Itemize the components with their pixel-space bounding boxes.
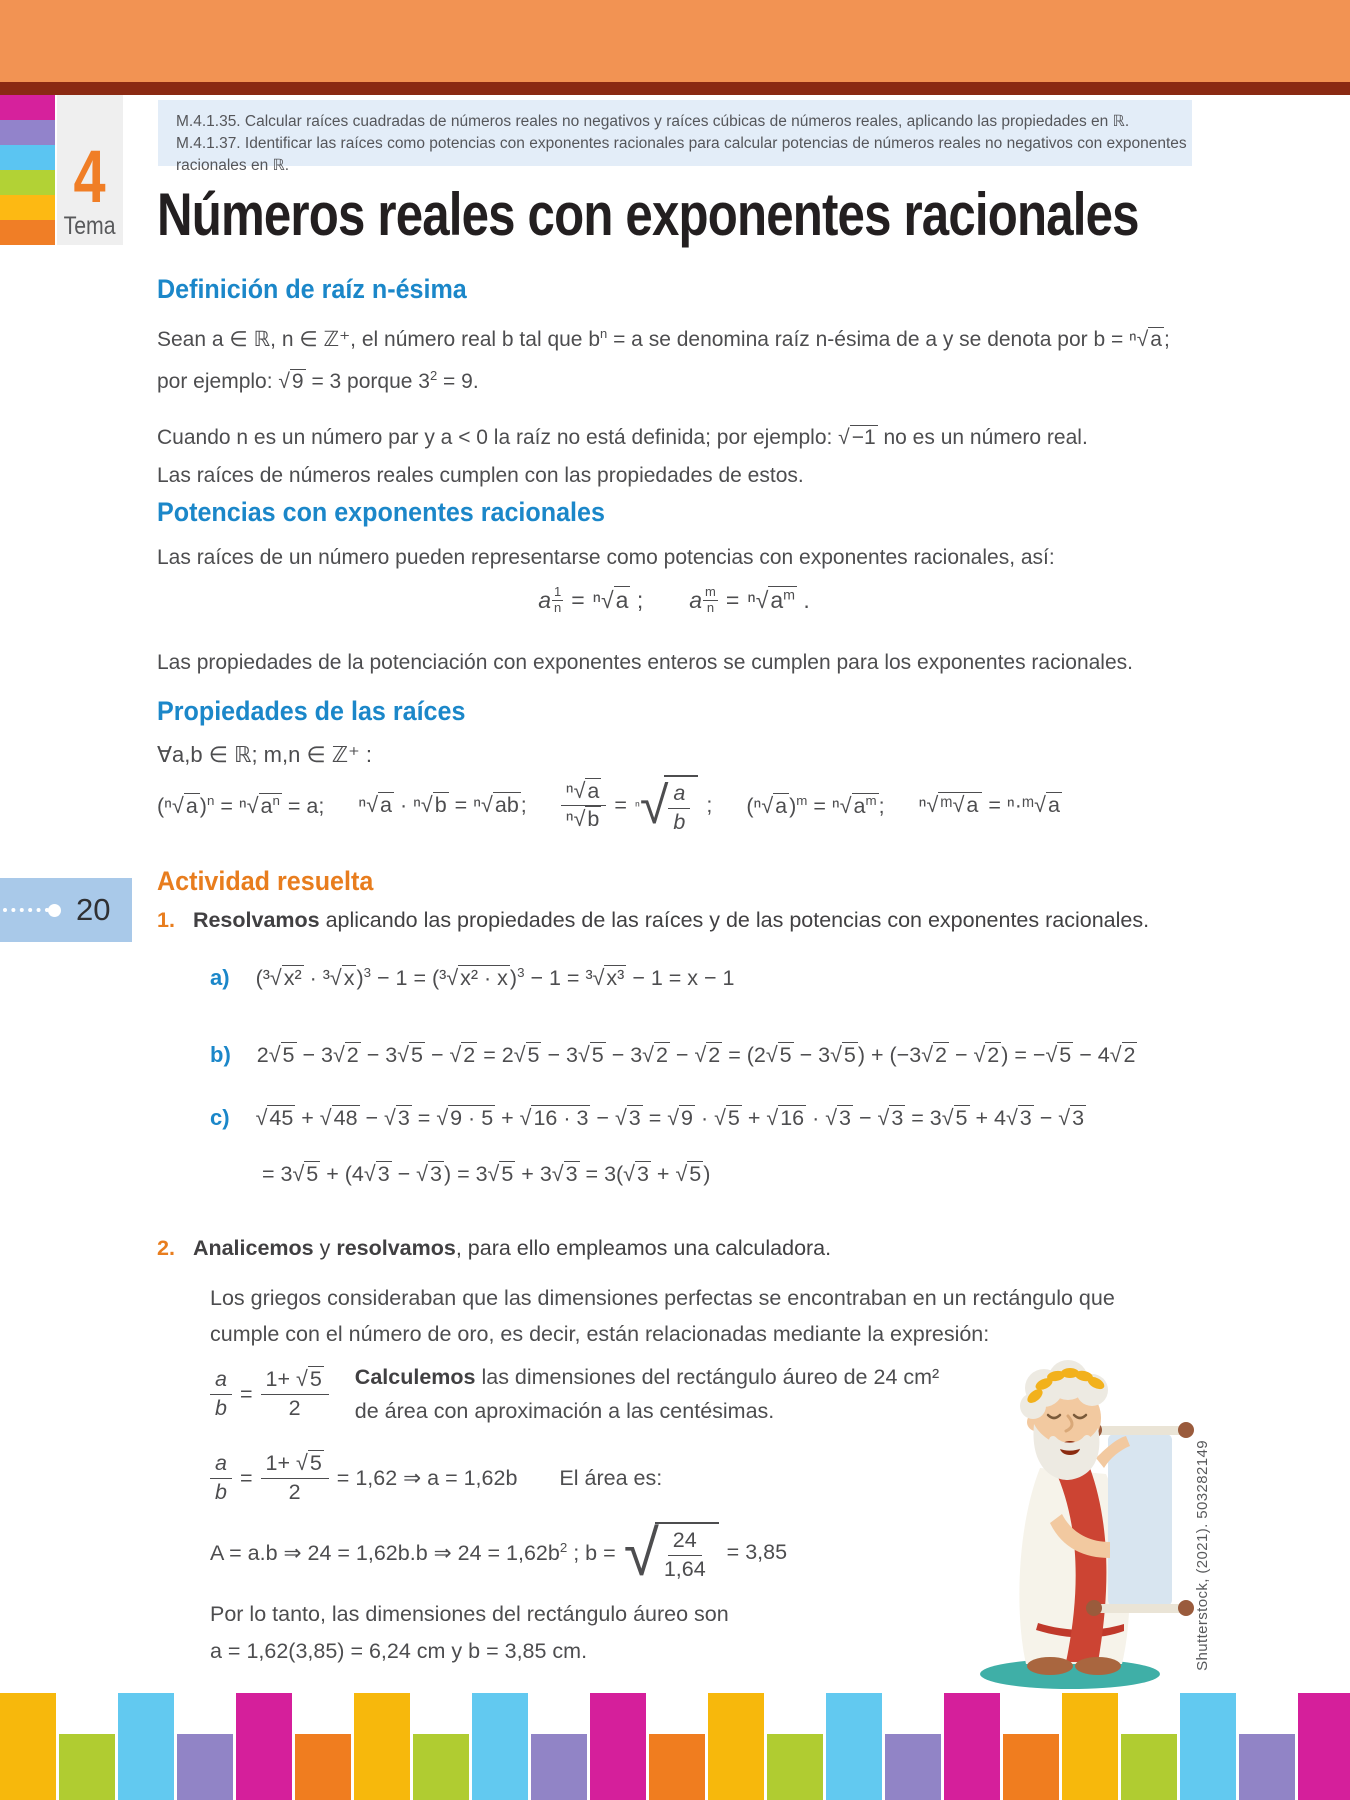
page-number: 20 <box>76 892 111 927</box>
item-1-text <box>193 908 1149 933</box>
heading-actividad: Actividad resuelta <box>157 866 374 896</box>
property-1: $(^n√a)^n = ^n√a^n = a$; <box>157 792 325 819</box>
tema-label: Tema <box>64 212 116 240</box>
dotted-line <box>3 908 49 912</box>
golden-ratio-equation <box>210 1366 329 1423</box>
property-2: ⁿ√a · ⁿ√b = ⁿ√ab; <box>358 793 527 818</box>
item-1-rest: aplicando las propiedades de las raíces y de las potencias con exponentes racionales. <box>319 908 1150 932</box>
paragraph-griegos: Los griegos consideraban que las dimensiones perfectas se encontraban en un rectángulo que cumple con el número de oro, es decir, están relacionadas mediante la expresión: <box>210 1286 1115 1346</box>
item-2-rest: , para ello empleamos una calculadora. <box>455 1236 832 1260</box>
item-2-number: 2. <box>157 1236 175 1260</box>
footer-bar <box>708 1693 764 1800</box>
footer-bar <box>1121 1734 1177 1800</box>
footer-bar <box>118 1693 174 1800</box>
heading-potencias: Potencias con exponentes racionales <box>157 497 605 527</box>
footer-bars <box>0 1693 1350 1800</box>
lhs-den-2: b <box>215 1479 227 1504</box>
footer-bar <box>1003 1734 1059 1800</box>
eq2-tail: = 1,62 ⇒ a = 1,62b <box>336 1465 518 1490</box>
footer-bar <box>649 1734 705 1800</box>
lhs-num-2: a <box>215 1451 227 1475</box>
paragraph-potencias-2: Las propiedades de la potenciación con exponentes enteros se cumplen para los exponentes racionales. <box>157 651 1133 674</box>
footer-bar <box>0 1693 56 1800</box>
item-1-bold: Resolvamos <box>192 908 320 932</box>
top-banner <box>0 0 1350 82</box>
paragraph-definicion-2: Cuando n es un número par y a < 0 la raíz no está definida; por ejemplo: √−1 no es un número real. <box>157 426 1088 449</box>
footer-bar <box>944 1693 1000 1800</box>
property-5: ⁿ√ᵐ√a = ⁿ·ᵐ√a <box>918 793 1060 818</box>
color-square <box>0 120 55 145</box>
exponent-fraction-2: $\frac{m}{n}$ <box>705 584 716 615</box>
lhs-num: a <box>215 1367 227 1391</box>
footer-bar <box>1062 1693 1118 1800</box>
footer-bar <box>590 1693 646 1800</box>
heading-definicion: Definición de raíz n-ésima <box>157 274 467 304</box>
property-3-end: ; <box>706 793 713 818</box>
footer-bar <box>59 1734 115 1800</box>
label-b: b) <box>210 1042 231 1067</box>
formula-pow-1 <box>538 585 643 616</box>
standard-line-1: M.4.1.35. Calcular raíces cuadradas de números reales no negativos y raíces cúbicas de números reales, aplicando las propiedades en ℝ. <box>176 113 1130 130</box>
rhs-num-2: 1+ √5 <box>261 1450 329 1479</box>
color-square <box>0 170 55 195</box>
label-a: a) <box>210 965 230 991</box>
tema-color-strip <box>0 95 55 245</box>
activity-line-c1 <box>210 1105 1086 1131</box>
math-c2: = 3√5 + (4√3 − √3) = 3√5 + 3√3 = 3(√3 + √5) <box>262 1162 711 1186</box>
formula-base-1: a <box>538 586 551 613</box>
footer-bar <box>1239 1734 1295 1800</box>
footer-bar <box>1298 1693 1350 1800</box>
curriculum-standards-box <box>158 100 1192 174</box>
footer-bar <box>531 1734 587 1800</box>
activity-item-2 <box>157 1236 831 1261</box>
formula-pow-2 <box>689 585 810 616</box>
big-radicand <box>655 1522 719 1584</box>
activity-line-c2 <box>262 1162 710 1187</box>
footer-bar <box>413 1734 469 1800</box>
page-number-badge <box>0 878 132 942</box>
philosopher-illustration <box>958 1318 1198 1698</box>
golden-ratio-row <box>210 1360 955 1428</box>
exponent-fraction-1: $\frac{1}{n}$ <box>553 584 562 615</box>
root-index: ⁿ <box>634 798 640 814</box>
radicand-fraction <box>668 780 690 837</box>
formula-root-2: $^n√a^m$ . <box>747 586 810 613</box>
math-a: $(^3√x^2 \cdot ^3√x)^3 - 1 = (^3√x^2 \cdot x)^3 - 1 = ^3√x^3 - 1 = x - 1$ <box>255 965 735 991</box>
rhs-fraction <box>261 1366 329 1423</box>
heading-propiedades: Propiedades de las raíces <box>157 696 466 726</box>
lhs-den: b <box>215 1395 227 1420</box>
paragraph-definicion-1: Sean a ∈ ℝ, n ∈ ℤ⁺, el número real b tal que $b^n = a$ se denomina raíz n-ésima de a y se denota por b = ⁿ√a; por ejemplo: √9 = 3 porque $3^2 = 9$. <box>157 326 1170 393</box>
footer-bar <box>826 1693 882 1800</box>
rational-exponent-formula <box>157 585 1191 616</box>
footer-bar <box>885 1734 941 1800</box>
item-2-mid: y <box>313 1236 337 1260</box>
image-attribution: Shutterstock, (2021). 503282149 <box>1194 1440 1211 1671</box>
calculemos-text <box>355 1360 955 1428</box>
dot-marker <box>48 904 61 917</box>
equals-sign-1: = <box>571 586 585 613</box>
math-b: 2√5 − 3√2 − 3√5 − √2 = 2√5 − 3√5 − 3√2 − √2 = (2√5 − 3√5) + (−3√2 − √2) = −√5 − 4√2 <box>256 1042 1136 1067</box>
item-1-number: 1. <box>157 908 175 932</box>
tema-badge <box>57 95 123 245</box>
rhs-fraction-2 <box>261 1450 329 1507</box>
item-2-bold-2: resolvamos <box>336 1236 456 1260</box>
quantifier-line: ∀a,b ∈ ℝ; m,n ∈ ℤ⁺ : <box>157 742 372 767</box>
calculemos-rest: las dimensiones del rectángulo áureo de 24 cm² de área con aproximación a las centésimas. <box>354 1365 940 1423</box>
footer-bar <box>177 1734 233 1800</box>
standard-line-2: M.4.1.37. Identificar las raíces como potencias con exponentes racionales para calcular potencias de números reales no negativos con exponentes racionales en ℝ. <box>176 135 1187 174</box>
label-c: c) <box>210 1105 230 1130</box>
footer-bar <box>295 1734 351 1800</box>
paragraph-potencias-1: Las raíces de un número pueden representarse como potencias con exponentes racionales, así: <box>157 546 1055 569</box>
paragraph-definicion-3: Las raíces de números reales cumplen con las propiedades de estos. <box>157 464 804 487</box>
activity-line-b <box>210 1042 1137 1068</box>
radicand-den: b <box>673 809 686 834</box>
footer-bar <box>354 1693 410 1800</box>
footer-bar <box>236 1693 292 1800</box>
calculemos-bold: Calculemos <box>354 1365 476 1389</box>
property-3-left-fraction: $\frac{\text{ⁿ√a}}{\text{ⁿ√b}}$ <box>561 778 607 835</box>
rhs-den-2: 2 <box>288 1479 301 1504</box>
activity-line-a <box>210 965 735 991</box>
area-equation-row <box>210 1516 788 1589</box>
formula-base-2: a <box>689 586 703 613</box>
math-c1: √45 + √48 − √3 = √9 · 5 + √16 · 3 − √3 = √9 · √5 + √16 · √3 − √3 = 3√5 + 4√3 − √3 <box>255 1105 1085 1130</box>
footer-bar <box>472 1693 528 1800</box>
eq3-tail: = 3,85 <box>726 1540 788 1565</box>
equals-sign-2: = <box>725 586 740 613</box>
tema-number: 4 <box>73 134 107 218</box>
rhs-den: 2 <box>288 1395 301 1420</box>
big-num: 24 <box>668 1527 702 1556</box>
property-3-right-root: ⁿ √ $\frac{a}{b}$ <box>635 775 698 837</box>
color-square <box>0 195 55 220</box>
golden-equals: = <box>239 1381 253 1406</box>
lhs-fraction <box>210 1366 232 1423</box>
rhs-num: 1+ √5 <box>261 1366 329 1395</box>
footer-bar <box>1180 1693 1236 1800</box>
big-den: 1,64 <box>663 1556 706 1581</box>
footer-bar <box>767 1734 823 1800</box>
maroon-stripe <box>0 82 1350 95</box>
radicand-num: a <box>673 781 686 805</box>
property-3 <box>561 775 713 837</box>
item-2-text <box>193 1236 831 1261</box>
property-3-equals: = <box>614 793 627 818</box>
golden-ratio-solved-row <box>210 1450 662 1507</box>
color-square <box>0 220 55 245</box>
lhs-fraction-2 <box>210 1450 232 1507</box>
golden-equals-2: = <box>239 1465 253 1490</box>
big-radicand-fraction <box>659 1527 711 1584</box>
big-root: √ $\frac{24}{1,64}$ <box>624 1522 719 1584</box>
conclusion-line-2: a = 1,62(3,85) = 6,24 cm y b = 3,85 cm. <box>210 1639 588 1663</box>
formula-root-1: ⁿ√a ; <box>592 586 644 613</box>
conclusion-line-1: Por lo tanto, las dimensiones del rectángulo áureo son <box>210 1602 729 1626</box>
color-square <box>0 145 55 170</box>
page-title: Números reales con exponentes racionales <box>157 181 1139 248</box>
area-label: El área es: <box>559 1465 663 1490</box>
color-square <box>0 95 55 120</box>
eq3-lhs: A = a.b ⇒ 24 = 1,62b.b ⇒ $24 = 1,62b^2$ ; b = <box>210 1539 616 1566</box>
activity-item-1 <box>157 908 1149 933</box>
radicand <box>664 775 698 837</box>
item-2-bold-1: Analicemos <box>192 1236 314 1260</box>
root-properties-row <box>157 775 1237 837</box>
property-4: $(^n√a)^m = ^n√a^m$; <box>746 792 885 819</box>
